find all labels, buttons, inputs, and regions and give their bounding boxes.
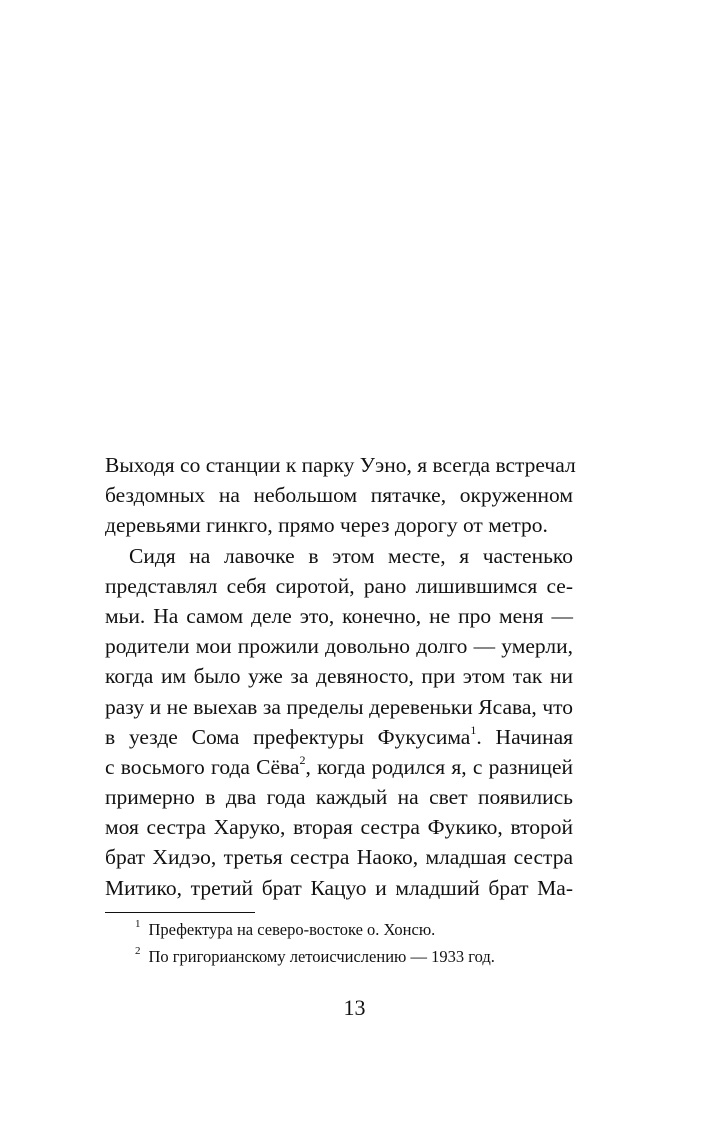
footnote-text: Префектура на северо-востоке о. Хонсю. — [148, 920, 436, 939]
text-line: Сидя на лавочке в этом месте, я частенько — [129, 543, 573, 568]
text-line: брат Хидэо, третья сестра Наоко, младшая сестра — [105, 845, 573, 870]
footnote-number: 1 — [135, 917, 141, 930]
footnote-text: По григорианскому летоисчислению — 1933 год. — [148, 947, 495, 966]
text-line: бездомных на небольшом пятачке, окруженном — [105, 483, 573, 508]
text-line — [105, 752, 573, 782]
footnote-ref[interactable]: 2 — [299, 752, 306, 767]
text-segment: , когда родился я, с разницей — [305, 754, 573, 779]
text-line: представлял себя сиротой, рано лишившимся се- — [105, 573, 573, 598]
text-line: Митико, третий брат Кацуо и младший брат Ма- — [105, 875, 573, 900]
text-line: моя сестра Харуко, вторая сестра Фукико, второй — [105, 815, 573, 840]
text-line: примерно в два года каждый на свет появились — [105, 785, 573, 810]
footnote-item — [105, 943, 573, 970]
footnote-item — [105, 916, 573, 943]
text-line: родители мои прожили довольно долго — умерли, — [105, 634, 573, 659]
text-segment: с восьмого года Сёва — [105, 754, 300, 779]
footnote-ref[interactable]: 1 — [470, 722, 477, 737]
footnote-number: 2 — [135, 944, 141, 957]
text-line: когда им было уже за девяносто, при этом так ни — [105, 664, 573, 689]
body-text — [105, 450, 576, 903]
page-number: 13 — [343, 995, 366, 1020]
text-segment: в уезде Сома префектуры Фукусима — [105, 724, 471, 749]
footnotes — [105, 916, 573, 970]
footnote-divider — [105, 912, 255, 913]
text-line: деревьями гинкго, прямо через дорогу от метро. — [105, 513, 548, 538]
text-line: Выходя со станции к парку Уэно, я всегда встречал — [105, 453, 576, 477]
text-line: разу и не выехав за пределы деревеньки Ясава, что — [105, 694, 573, 719]
text-line — [105, 722, 573, 752]
text-segment: . Начиная — [476, 724, 574, 749]
text-line: мьи. На самом деле это, конечно, не про меня — — [105, 603, 573, 628]
